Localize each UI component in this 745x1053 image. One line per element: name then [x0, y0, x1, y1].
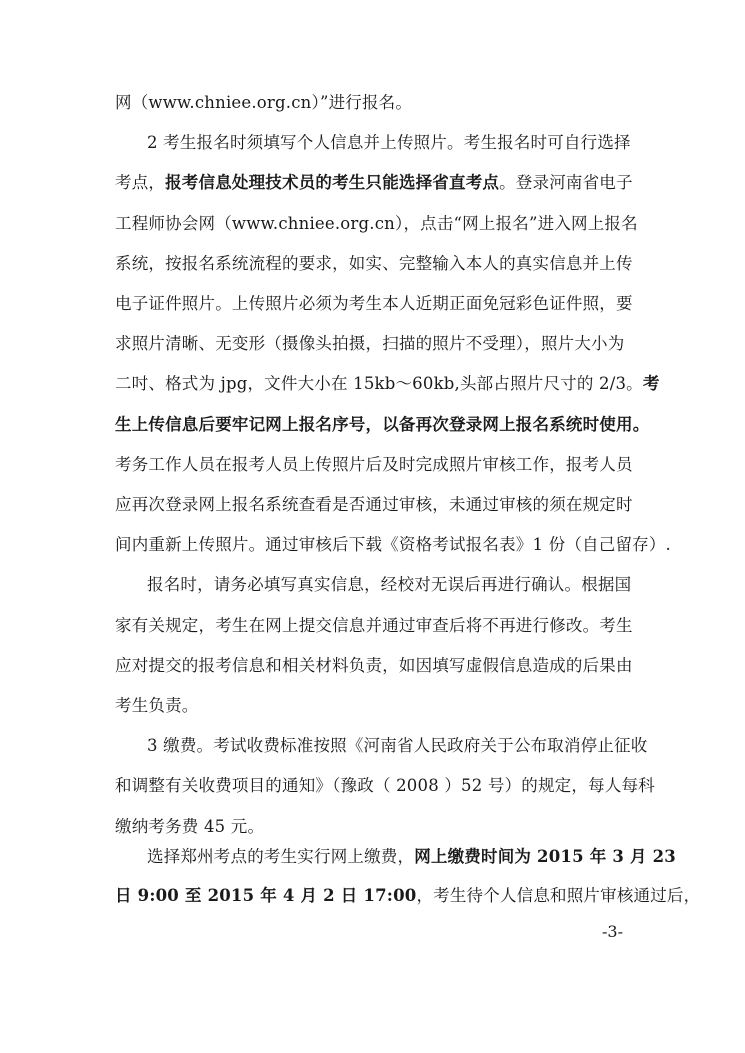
- text-run: 2 考生报名时须填写个人信息并上传照片。考生报名时可自行选择: [147, 133, 631, 153]
- bold-text-run: 报考信息处理技术员的考生只能选择省直考点: [165, 173, 500, 193]
- bold-text-run: 考: [642, 374, 660, 394]
- text-run: 间内重新上传照片。通过审核后下载《资格考试报名表》1 份（自己留存）.: [115, 535, 671, 555]
- text-run: ，考生待个人信息和照片审核通过后，: [416, 886, 701, 905]
- text-run: 。登录河南省电子: [499, 173, 633, 193]
- page-number: -3-: [602, 922, 623, 941]
- paragraph-2-line-11: [115, 534, 671, 556]
- text-run: 求照片清晰、无变形（摄像头拍摄，扫描的照片不受理），照片大小为: [115, 334, 625, 354]
- text-run: 3 缴费。考试收费标准按照《河南省人民政府关于公布取消停止征收: [147, 736, 648, 756]
- paragraph-3-line-1: [147, 574, 640, 596]
- paragraph-2-line-4: [115, 253, 640, 275]
- paragraph-3-line-2: [115, 615, 640, 637]
- text-run: 网（www.chniee.org.cn）”进行报名。: [115, 93, 413, 112]
- paragraph-5-line-1: [147, 846, 676, 868]
- bold-text-run: 网上缴费时间为 2015 年 3 月 23: [414, 847, 676, 866]
- text-run: 和调整有关收费项目的通知》（豫政（ 2008 ）52 号）的规定，每人每科: [115, 776, 655, 796]
- text-run: 二吋、格式为 jpg，文件大小在 15kb～60kb,头部占照片尺寸的 2/3。: [115, 374, 643, 394]
- text-run: 考生负责。: [115, 696, 199, 715]
- paragraph-5-line-2: [115, 885, 701, 907]
- paragraph-2-line-10: [115, 494, 640, 516]
- paragraph-3-line-3: [115, 655, 640, 677]
- text-run: 电子证件照片。上传照片必须为考生本人近期正面免冠彩色证件照，要: [115, 294, 633, 313]
- text-run: 缴纳考务费 45 元。: [115, 816, 265, 836]
- text-run: 报名时，请务必填写真实信息，经校对无误后再进行确认。根据国: [147, 575, 632, 595]
- text-run: 考务工作人员在报考人员上传照片后及时完成照片审核工作，报考人员: [115, 454, 633, 474]
- text-run: 家有关规定，考生在网上提交信息并通过审查后将不再进行修改。考生: [115, 615, 633, 635]
- text-run: 考点，: [115, 173, 166, 193]
- paragraph-3-line-4: [115, 695, 640, 717]
- bold-text-run: 日 9:00 至 2015 年 4 月 2 日 17:00: [115, 886, 417, 905]
- text-run: 应再次登录网上报名系统查看是否通过审核，未通过审核的须在规定时: [115, 495, 633, 514]
- text-run: 选择郑州考点的考生实行网上缴费，: [147, 847, 415, 866]
- paragraph-2-line-1: [147, 132, 640, 154]
- paragraph-1-line-1: [115, 92, 640, 114]
- paragraph-2-line-7: [115, 373, 660, 395]
- text-run: 应对提交的报考信息和相关材料负责，如因填写虚假信息造成的后果由: [115, 655, 633, 675]
- paragraph-4-line-1: [147, 735, 648, 757]
- paragraph-4-line-3: [115, 816, 640, 838]
- paragraph-2-line-8: [115, 414, 650, 436]
- text-run: 工程师协会网（www.chniee.org.cn），点击“网上报名”进入网上报名: [115, 213, 638, 233]
- paragraph-2-line-5: [115, 293, 640, 315]
- paragraph-2-line-6: [115, 333, 640, 355]
- paragraph-2-line-2: [115, 172, 640, 194]
- paragraph-4-line-2: [115, 775, 655, 797]
- bold-text-run: 生上传信息后要牢记网上报名序号，以备再次登录网上报名系统时使用。: [115, 414, 650, 434]
- paragraph-2-line-9: [115, 454, 640, 476]
- text-run: 系统，按报名系统流程的要求，如实、完整输入本人的真实信息并上传: [115, 253, 633, 273]
- paragraph-2-line-3: [115, 213, 640, 235]
